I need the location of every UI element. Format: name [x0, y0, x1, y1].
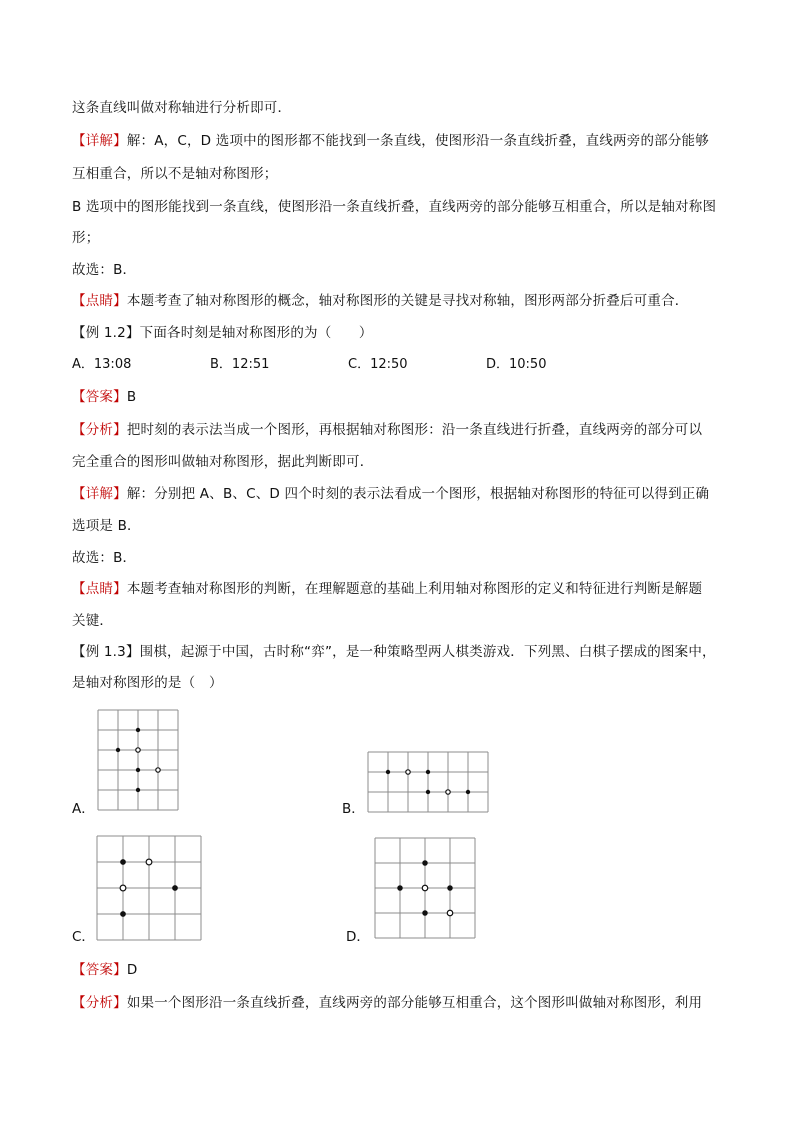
white-stone: [446, 790, 450, 794]
text-line: 故选：B．: [72, 262, 137, 278]
black-stone: [447, 885, 453, 891]
section-tag: 【点睛】: [72, 581, 127, 597]
text-line: B 选项中的图形能找到一条直线，使图形沿一条直线折叠，直线两旁的部分能够互相重合，所以是轴对称图: [72, 199, 717, 215]
text-line: 选项是 B．: [72, 518, 141, 534]
answer-line: 【答案】B: [72, 389, 137, 405]
solution-detail: 【详解】解：分别把 A、B、C、D 四个时刻的表示法看成一个图形，根据轴对称图形的特征可以得到正确: [72, 486, 710, 502]
black-stone: [426, 790, 430, 794]
option-c: C．12:50: [348, 357, 408, 372]
black-stone: [120, 911, 126, 917]
analysis-line: 【分析】如果一个图形沿一条直线折叠，直线两旁的部分能够互相重合，这个图形叫做轴对称图形，利用: [72, 995, 703, 1011]
section-tag: 【分析】: [72, 995, 127, 1011]
white-stone: [422, 885, 428, 891]
comment-line: 【点睛】本题考查轴对称图形的判断，在理解题意的基础上利用轴对称图形的定义和特征进行判断是解题: [72, 581, 703, 597]
go-board-d: [373, 836, 477, 940]
figure-d-label: D．: [346, 929, 370, 945]
black-stone: [422, 860, 428, 866]
option-b: B．12:51: [210, 357, 270, 372]
section-tag: 【答案】: [72, 389, 127, 405]
black-stone: [172, 885, 178, 891]
white-stone: [120, 885, 126, 891]
black-stone: [136, 768, 140, 772]
text-line: 这条直线叫做对称轴进行分析即可．: [72, 100, 292, 116]
white-stone: [447, 910, 453, 916]
go-board-b: [366, 750, 490, 814]
analysis-line: 【分析】把时刻的表示法当成一个图形，再根据轴对称图形：沿一条直线进行折叠，直线两旁的部分可以: [72, 422, 703, 438]
figure-a-label: A．: [72, 801, 95, 817]
option-d: D．10:50: [486, 357, 547, 372]
text-line: 互相重合，所以不是轴对称图形；: [72, 166, 278, 182]
white-stone: [406, 770, 410, 774]
text-line: 故选：B．: [72, 550, 137, 566]
black-stone: [466, 790, 470, 794]
black-stone: [120, 859, 126, 865]
example-heading: 【例 1.3】围棋，起源于中国，古时称“弈”，是一种策略型两人棋类游戏．下列黑、白棋子摆成的图案中，: [72, 644, 716, 660]
comment-line: 【点睛】本题考查了轴对称图形的概念，轴对称图形的关键是寻找对称轴，图形两部分折叠后可重合．: [72, 293, 689, 309]
go-board-c: [95, 834, 203, 942]
white-stone: [146, 859, 152, 865]
black-stone: [386, 770, 390, 774]
black-stone: [136, 728, 140, 732]
section-tag: 【详解】: [72, 486, 127, 502]
black-stone: [422, 910, 428, 916]
text-line: 关键．: [72, 613, 114, 629]
text-line: 完全重合的图形叫做轴对称图形，据此判断即可．: [72, 454, 374, 470]
black-stone: [397, 885, 403, 891]
example-heading: 【例 1.2】下面各时刻是轴对称图形的为（ ）: [72, 325, 373, 341]
go-board-a: [96, 708, 180, 812]
figure-c-label: C．: [72, 929, 95, 945]
section-tag: 【详解】: [72, 133, 127, 149]
section-tag: 【点睛】: [72, 293, 127, 309]
white-stone: [156, 768, 160, 772]
black-stone: [136, 788, 140, 792]
option-a: A．13:08: [72, 357, 132, 372]
text-line: 形；: [72, 230, 100, 246]
black-stone: [116, 748, 120, 752]
answer-line: 【答案】D: [72, 962, 138, 978]
black-stone: [426, 770, 430, 774]
white-stone: [136, 748, 140, 752]
section-tag: 【答案】: [72, 962, 127, 978]
text-line: 是轴对称图形的是（ ）: [72, 675, 223, 691]
section-tag: 【分析】: [72, 422, 127, 438]
solution-detail: 【详解】解：A，C，D 选项中的图形都不能找到一条直线，使图形沿一条直线折叠，直线两旁的部分能够: [72, 133, 709, 149]
figure-b-label: B．: [342, 801, 365, 817]
